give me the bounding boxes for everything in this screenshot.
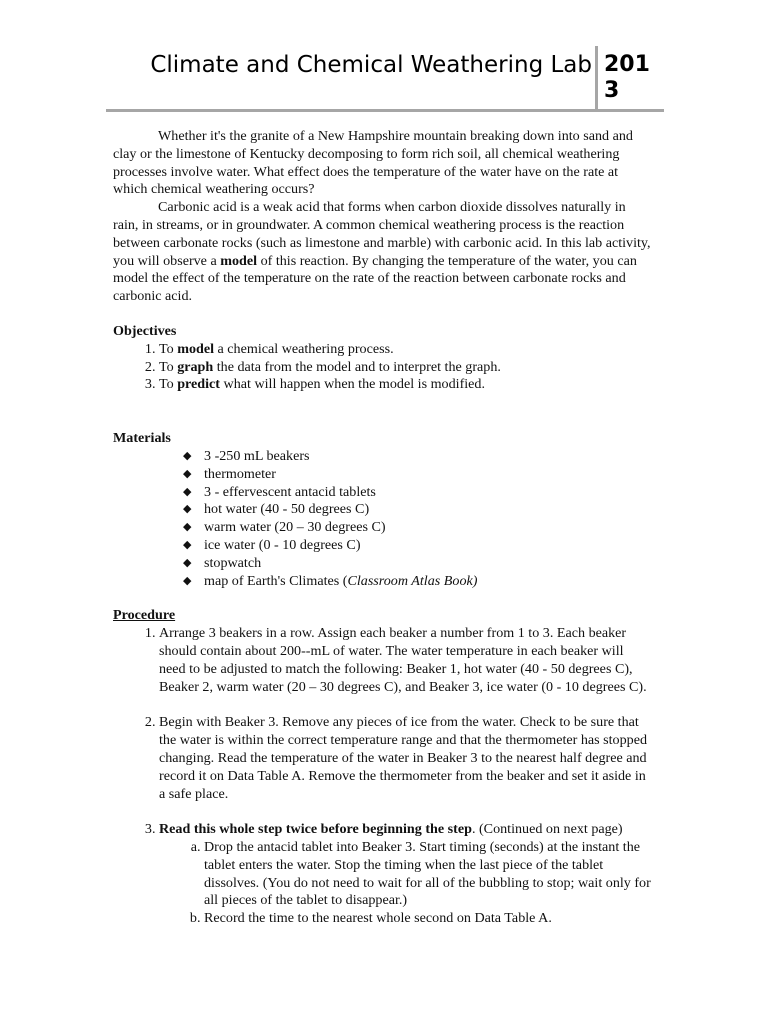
material-item: ◆ warm water (20 – 30 degrees C) bbox=[183, 519, 386, 536]
material-item: ◆ stopwatch bbox=[183, 554, 262, 571]
intro-paragraph-1: Whether it's the granite of a New Hampshire mountain breaking down into sand and clay or the limestone of Kentucky decomposing to form rich soil, all chemical weathering processes involve water. What effect does the temperature of the water have on the rate at which chemical weathering occurs? bbox=[113, 128, 633, 198]
intro-paragraph-2 bbox=[113, 199, 653, 306]
material-item: ◆ hot water (40 - 50 degrees C) bbox=[183, 501, 370, 518]
materials-heading: Materials bbox=[113, 430, 171, 447]
objective-item: 3. To predict what will happen when the model is modified. bbox=[159, 376, 653, 394]
header-rule bbox=[106, 109, 664, 112]
header-year: 2013 bbox=[604, 52, 650, 103]
diamond-bullet-icon: ◆ bbox=[183, 467, 192, 480]
procedure-substep: a. Drop the antacid tablet into Beaker 3. Start timing (seconds) at the instant the tablet enters the water. Stop the timing when the last piece of the tablet dissolves. (You do not need to wait for all of the bubbling to stop; wait only for all pieces of the tablet to disappear.) bbox=[204, 839, 653, 910]
objectives-heading: Objectives bbox=[113, 322, 177, 339]
diamond-bullet-icon: ◆ bbox=[183, 574, 192, 587]
page-title: Climate and Chemical Weathering Lab bbox=[150, 52, 592, 78]
diamond-bullet-icon: ◆ bbox=[183, 485, 192, 498]
objective-item: 2. To graph the data from the model and to interpret the graph. bbox=[159, 359, 653, 377]
objective-item: 1. To model a chemical weathering process. bbox=[159, 341, 653, 359]
header-divider-vertical bbox=[595, 46, 598, 110]
page-header bbox=[106, 46, 664, 112]
objectives-list bbox=[113, 341, 653, 394]
material-item: ◆ map of Earth's Climates (Classroom Atlas Book) bbox=[183, 572, 478, 589]
procedure-step-3: 3. Read this whole step twice before beginning the step. (Continued on next page) a. Drop the antacid tablet into Beaker 3. Start timing (seconds) at the instant the tablet enters the water. Stop the timing when the last piece of the tablet dissolves. (You do not need to wait for all of the bubbling to stop; wait only for all pieces of the tablet to disappear.) b. Record the time to the nearest whole second on Data Table A. bbox=[159, 821, 653, 928]
diamond-bullet-icon: ◆ bbox=[183, 449, 192, 462]
material-item: ◆ thermometer bbox=[183, 465, 277, 482]
intro-p2-bold: model bbox=[220, 252, 258, 269]
procedure-list bbox=[113, 625, 653, 928]
diamond-bullet-icon: ◆ bbox=[183, 556, 192, 569]
procedure-step-1: 1. Arrange 3 beakers in a row. Assign each beaker a number from 1 to 3. Each beaker should contain about 200--mL of water. The water temperature in each beaker will need to be adjusted to match the following: Beaker 1, hot water (40 - 50 degrees C), Beaker 2, warm water (20 – 30 degrees C), and Beaker 3, ice water (0 - 10 degrees C). bbox=[159, 625, 653, 714]
materials-list bbox=[113, 448, 653, 590]
material-item: ◆ 3 - effervescent antacid tablets bbox=[183, 483, 376, 500]
material-item: ◆ ice water (0 - 10 degrees C) bbox=[183, 536, 361, 553]
diamond-bullet-icon: ◆ bbox=[183, 503, 192, 516]
procedure-substeps bbox=[159, 839, 653, 928]
procedure-step-2: 2. Begin with Beaker 3. Remove any pieces of ice from the water. Check to be sure that the water is within the correct temperature range and that the thermometer has stopped changing. Read the temperature of the water in Beaker 3 to the nearest half degree and record it on Data Table A. Remove the thermometer from the beaker and set it aside in a safe place. bbox=[159, 714, 653, 821]
diamond-bullet-icon: ◆ bbox=[183, 538, 192, 551]
procedure-substep: b. Record the time to the nearest whole second on Data Table A. bbox=[204, 910, 653, 928]
procedure-heading: Procedure bbox=[113, 607, 176, 624]
diamond-bullet-icon: ◆ bbox=[183, 521, 192, 534]
intro-p2-text-a: Carbonic acid is a weak acid that forms when carbon dioxide dissolves naturally in rain, in streams, or in groundwater. A common chemical weathering process is the reaction between carbonate rocks (such as limestone and marble) with carbonic acid. In this lab activity, you will observe a bbox=[113, 199, 651, 269]
material-item: ◆ 3 -250 mL beakers bbox=[183, 447, 310, 464]
spacer bbox=[113, 394, 653, 430]
document-body bbox=[113, 128, 653, 928]
intro-p2-text-b: of this reaction. By changing the temperature of the water, you can model the effect of the temperature on the rate of the reaction between carbonate rocks and carbonic acid. bbox=[113, 252, 637, 305]
